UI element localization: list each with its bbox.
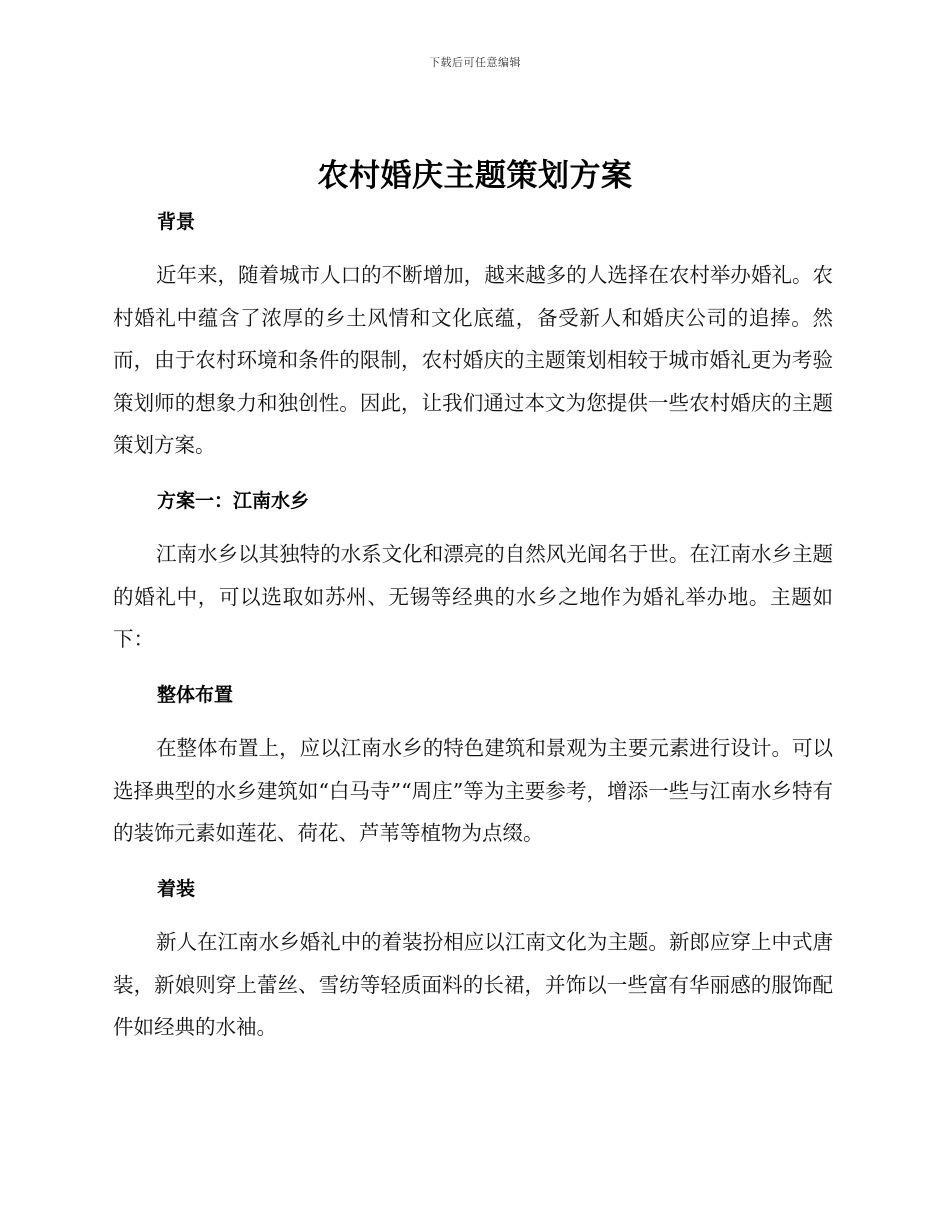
section-heading-plan-one: 方案一：江南水乡 — [157, 490, 310, 512]
section-paragraph-layout: 在整体布置上，应以江南水乡的特色建筑和景观为主要元素进行设计。可以选择典型的水乡建筑如“白马寺”“周庄”等为主要参考，增添一些与江南水乡特有的装饰元素如莲花、荷花、芦苇等植物为点缀。 — [113, 736, 833, 845]
header-note: 下载后可任意编辑 — [429, 56, 521, 69]
section-heading-background: 背景 — [157, 211, 196, 233]
section-paragraph-attire: 新人在江南水乡婚礼中的着装扮相应以江南文化为主题。新郎应穿上中式唐装，新娘则穿上蕾丝、雪纺等轻质面料的长裙，并饰以一些富有华丽感的服饰配件如经典的水袖。 — [113, 930, 833, 1039]
section-paragraph-plan-one: 江南水乡以其独特的水系文化和漂亮的自然风光闻名于世。在江南水乡主题的婚礼中，可以选取如苏州、无锡等经典的水乡之地作为婚礼举办地。主题如下： — [113, 542, 833, 651]
section-heading-attire: 着装 — [157, 878, 196, 900]
document-title: 农村婚庆主题策划方案 — [317, 158, 633, 194]
section-paragraph-background: 近年来，随着城市人口的不断增加，越来越多的人选择在农村举办婚礼。农村婚礼中蕴含了浓厚的乡土风情和文化底蕴，备受新人和婚庆公司的追捧。然而，由于农村环境和条件的限制，农村婚庆的主题策划相较于城市婚礼更为考验策划师的想象力和独创性。因此，让我们通过本文为您提供一些农村婚庆的主题策划方案。 — [113, 263, 833, 457]
section-heading-layout: 整体布置 — [157, 684, 234, 706]
